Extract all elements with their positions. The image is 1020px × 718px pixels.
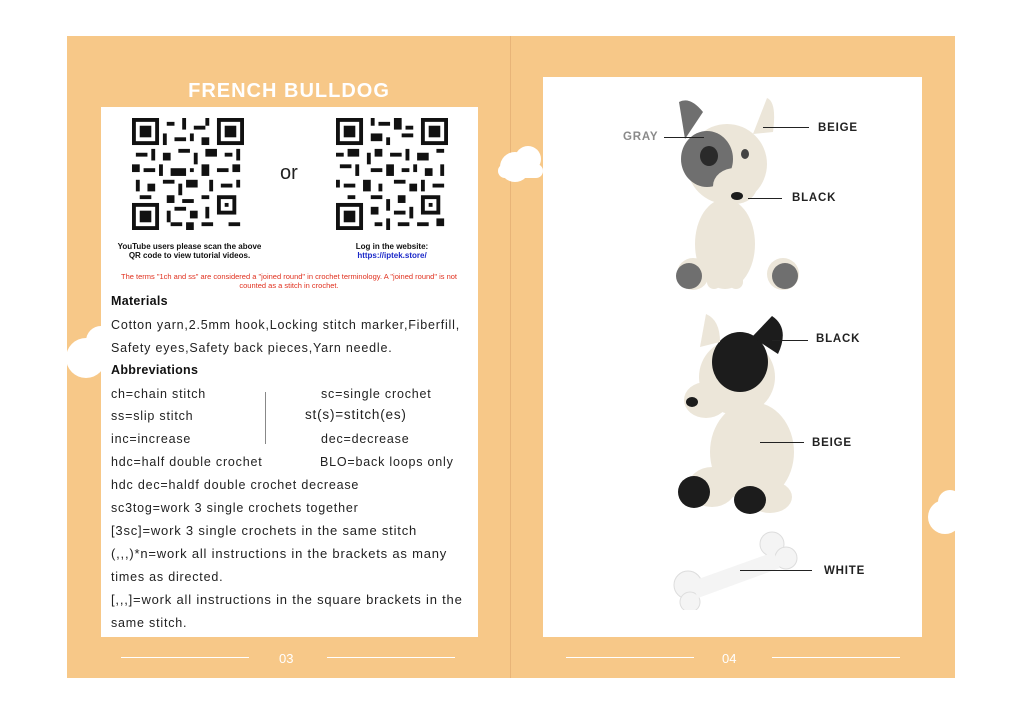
side-bulldog-image bbox=[672, 312, 812, 522]
sitting-bulldog-image bbox=[665, 94, 805, 304]
youtube-qr-code bbox=[132, 118, 244, 230]
youtube-qr-caption: YouTube users please scan the above QR code to view tutorial videos. bbox=[117, 242, 262, 260]
pointer-line bbox=[740, 570, 812, 571]
footer-rule bbox=[566, 657, 694, 658]
abbreviation-item: hdc dec=haldf double crochet decrease bbox=[111, 478, 360, 492]
footer-rule bbox=[772, 657, 900, 658]
abbreviation-item: BLO=back loops only bbox=[320, 455, 454, 469]
or-separator: or bbox=[280, 162, 298, 184]
materials-heading: Materials bbox=[111, 294, 168, 308]
column-separator bbox=[265, 392, 266, 444]
website-link[interactable]: https://iptek.store/ bbox=[357, 251, 427, 260]
website-qr-caption bbox=[322, 242, 462, 260]
joined-round-note: The terms "1ch and ss" are considered a "joined round" in crochet terminology. A "joined round" is not counted as a stitch in crochet. bbox=[120, 272, 458, 290]
abbreviation-item: sc=single crochet bbox=[321, 387, 432, 401]
materials-line: Safety eyes,Safety back pieces,Yarn needle. bbox=[111, 341, 393, 355]
pointer-line bbox=[664, 137, 704, 138]
abbreviation-item: st(s)=stitch(es) bbox=[305, 407, 407, 422]
abbreviation-item: [3sc]=work 3 single crochets in the same stitch bbox=[111, 523, 418, 538]
page-number: 04 bbox=[722, 651, 737, 666]
abbreviation-item: same stitch. bbox=[111, 616, 188, 630]
page-number: 03 bbox=[279, 651, 294, 666]
materials-line: Cotton yarn,2.5mm hook,Locking stitch marker,Fiberfill, bbox=[111, 318, 460, 332]
website-qr-code bbox=[336, 118, 448, 230]
website-label: Log in the website: bbox=[355, 242, 429, 251]
label-white: WHITE bbox=[824, 565, 866, 577]
label-beige: BEIGE bbox=[818, 122, 858, 134]
page-divider bbox=[510, 36, 511, 678]
abbreviation-item: inc=increase bbox=[111, 432, 192, 446]
abbreviation-item: dec=decrease bbox=[321, 432, 410, 446]
abbreviation-item: [,,,]=work all instructions in the square brackets in the bbox=[111, 592, 463, 607]
page-title: FRENCH BULLDOG bbox=[188, 80, 390, 102]
abbreviation-item: ch=chain stitch bbox=[111, 387, 207, 401]
abbreviations-heading: Abbreviations bbox=[111, 363, 199, 377]
pointer-line bbox=[763, 127, 809, 128]
abbreviation-item: (,,,)*n=work all instructions in the brackets as many bbox=[111, 546, 448, 561]
footer-rule bbox=[327, 657, 455, 658]
label-black: BLACK bbox=[792, 192, 837, 204]
abbreviation-item: hdc=half double crochet bbox=[111, 455, 263, 469]
label-black: BLACK bbox=[816, 333, 861, 345]
pointer-line bbox=[748, 198, 782, 199]
abbreviation-item: ss=slip stitch bbox=[111, 409, 194, 423]
abbreviation-item: sc3tog=work 3 single crochets together bbox=[111, 501, 359, 515]
pointer-line bbox=[772, 340, 808, 341]
footer-rule bbox=[121, 657, 249, 658]
pointer-line bbox=[760, 442, 804, 443]
label-gray: GRAY bbox=[623, 131, 659, 143]
abbreviation-item: times as directed. bbox=[111, 570, 224, 584]
label-beige: BEIGE bbox=[812, 437, 852, 449]
